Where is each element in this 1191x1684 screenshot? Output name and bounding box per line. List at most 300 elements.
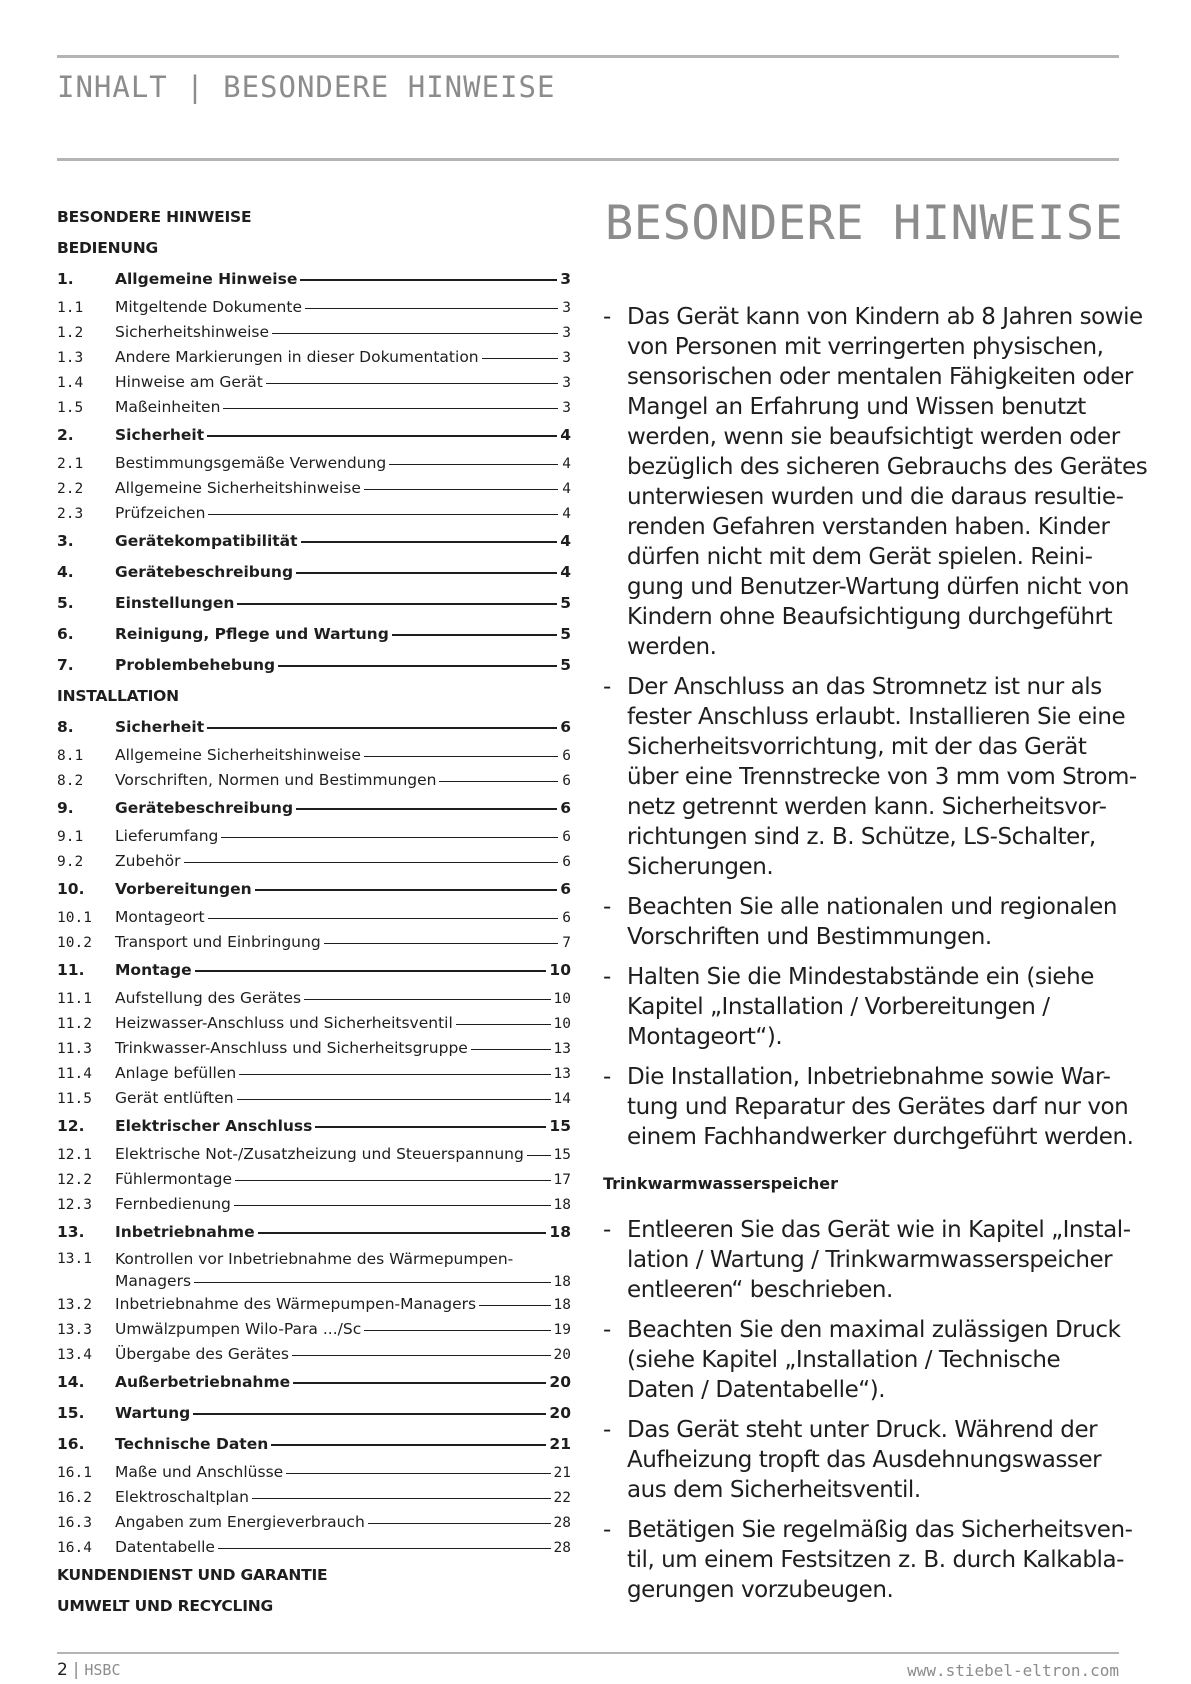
toc-entry-number: 9.	[57, 799, 74, 817]
toc-entry-number: 12.2	[57, 1172, 92, 1188]
bullet-item	[603, 962, 1123, 1052]
toc-entry-number: 1.4	[57, 375, 84, 391]
toc-entry-text	[115, 1061, 571, 1087]
bullet-line: aus dem Sicherheitsventil.	[627, 1477, 921, 1503]
toc-entry-number: 1.5	[57, 400, 84, 416]
toc-leader-line	[208, 918, 558, 919]
toc-entry-text	[115, 557, 571, 588]
toc-entry	[57, 526, 571, 557]
toc-leader-line	[296, 808, 557, 810]
toc-entry	[57, 420, 571, 451]
toc-leader-line	[207, 727, 557, 729]
toc-entry-title: Gerätekompatibilität	[115, 532, 298, 550]
toc-entry-page: 4	[562, 506, 571, 522]
toc-entry-title: Sicherheit	[115, 426, 205, 444]
toc-entry-title: Montage	[115, 961, 192, 979]
toc-entry-title: Datentabelle	[115, 1538, 215, 1556]
bullet-line: Sicherungen.	[627, 854, 774, 880]
toc-entry	[57, 1367, 571, 1398]
toc-leader-line	[252, 1498, 551, 1499]
bullet-dash: -	[603, 304, 611, 330]
toc-entry-number: 1.1	[57, 300, 84, 316]
toc-entry-text	[115, 1086, 571, 1112]
bullet-item	[603, 1415, 1123, 1505]
bullet-dash: -	[603, 894, 611, 920]
toc-entry-title: Elektrischer Anschluss	[115, 1117, 313, 1135]
bullet-line: werden, wenn sie beaufsichtigt werden oder	[627, 424, 1120, 450]
table-of-contents	[57, 202, 571, 1622]
toc-entry-text	[115, 1398, 571, 1429]
toc-entry-page: 3	[562, 350, 571, 366]
toc-entry-title: Reinigung, Pflege und Wartung	[115, 625, 389, 643]
toc-entry-title: Heizwasser-Anschluss und Sicherheitsventil	[115, 1014, 453, 1032]
bullet-line: sensorischen oder mentalen Fähigkeiten oder	[627, 364, 1133, 390]
toc-entry	[57, 743, 571, 768]
toc-entry-number: 12.3	[57, 1197, 92, 1213]
toc-leader-line	[208, 514, 558, 515]
toc-entry	[57, 1429, 571, 1460]
toc-entry	[57, 1192, 571, 1217]
toc-entry-page: 19	[553, 1322, 571, 1338]
toc-entry-page: 5	[560, 656, 571, 674]
toc-entry-page: 10	[553, 991, 571, 1007]
bullet-line: Vorschriften und Bestimmungen.	[627, 924, 992, 950]
toc-entry	[57, 955, 571, 986]
toc-entry-text	[115, 370, 571, 396]
toc-entry-page: 18	[553, 1297, 571, 1313]
toc-entry-text	[115, 1248, 571, 1293]
toc-entry-text	[115, 420, 571, 451]
toc-entry-title: Allgemeine Hinweise	[115, 270, 298, 288]
toc-entry	[57, 345, 571, 370]
toc-leader-line	[239, 1074, 550, 1075]
toc-entry-number: 8.2	[57, 773, 84, 789]
toc-entry-page: 6	[562, 910, 571, 926]
toc-entry	[57, 588, 571, 619]
page-header-title: INHALT | BESONDERE HINWEISE	[57, 70, 556, 104]
toc-leader-line	[364, 756, 558, 757]
bullet-dash: -	[603, 1317, 611, 1343]
bullet-line: Beachten Sie den maximal zulässigen Druck	[627, 1317, 1121, 1343]
bullet-line: werden.	[627, 634, 717, 660]
bullet-line: Entleeren Sie das Gerät wie in Kapitel „Instal-	[627, 1217, 1131, 1243]
toc-entry-number: 8.	[57, 718, 74, 736]
toc-entry-title: Prüfzeichen	[115, 504, 206, 522]
toc-entry	[57, 395, 571, 420]
toc-entry-text	[115, 874, 571, 905]
toc-entry-number: 16.1	[57, 1465, 92, 1481]
toc-leader-line	[439, 781, 558, 782]
toc-entry-number: 15.	[57, 1404, 85, 1422]
toc-entry-title: Zubehör	[115, 852, 181, 870]
toc-section-heading: INSTALLATION	[57, 687, 179, 705]
page-number: 2	[57, 1660, 68, 1680]
bullet-line: unterwiesen wurden und die daraus resultie-	[627, 484, 1124, 510]
toc-entry-title: Montageort	[115, 908, 205, 926]
bullet-item	[603, 892, 1123, 952]
toc-entry-number: 9.2	[57, 854, 84, 870]
toc-entry-text	[115, 1217, 571, 1248]
toc-entry-number: 11.4	[57, 1066, 92, 1082]
toc-leader-line	[235, 1180, 551, 1181]
toc-entry-text	[115, 1011, 571, 1037]
toc-entry	[57, 1485, 571, 1510]
bullet-line: entleeren“ beschrieben.	[627, 1277, 893, 1303]
toc-entry-text	[115, 986, 571, 1012]
model-name: HSBC	[84, 1661, 121, 1679]
toc-entry-title: Inbetriebnahme	[115, 1223, 255, 1241]
toc-entry-text	[115, 1460, 571, 1486]
toc-entry-text	[115, 650, 571, 681]
toc-section-heading: UMWELT UND RECYCLING	[57, 1597, 274, 1615]
toc-entry-page: 22	[553, 1490, 571, 1506]
toc-entry-page: 15	[549, 1117, 571, 1135]
toc-entry-title: Elektroschaltplan	[115, 1488, 249, 1506]
toc-entry-page: 28	[553, 1515, 571, 1531]
header-rule-top	[57, 55, 1119, 58]
toc-entry-text	[115, 619, 571, 650]
toc-leader-line	[272, 333, 558, 334]
toc-leader-line	[193, 1413, 546, 1415]
toc-entry-number: 13.	[57, 1223, 85, 1241]
toc-entry-text	[115, 1142, 571, 1168]
toc-entry	[57, 930, 571, 955]
toc-entry-number: 12.	[57, 1117, 85, 1135]
toc-entry-number: 9.1	[57, 829, 84, 845]
toc-section-heading: BESONDERE HINWEISE	[57, 208, 252, 226]
toc-leader-line	[255, 889, 558, 891]
toc-entry-text	[115, 1485, 571, 1511]
toc-leader-line	[271, 1444, 546, 1446]
toc-entry-page: 3	[562, 325, 571, 341]
toc-entry	[57, 1217, 571, 1248]
toc-entry-number: 10.2	[57, 935, 92, 951]
bullet-line: til, um einem Festsitzen z. B. durch Kalkabla-	[627, 1547, 1124, 1573]
toc-entry-number: 16.	[57, 1435, 85, 1453]
toc-entry	[57, 905, 571, 930]
toc-entry-text	[115, 451, 571, 477]
toc-entry-title: Vorschriften, Normen und Bestimmungen	[115, 771, 437, 789]
toc-entry	[57, 295, 571, 320]
toc-entry-title: Kontrollen vor Inbetriebnahme des Wärmepumpen-	[115, 1250, 514, 1268]
toc-entry-text	[115, 955, 571, 986]
toc-entry-number: 11.5	[57, 1091, 92, 1107]
toc-entry	[57, 1036, 571, 1061]
toc-entry-title-cont: Managers	[115, 1272, 192, 1290]
bullet-dash: -	[603, 1217, 611, 1243]
toc-leader-line	[364, 489, 558, 490]
toc-entry-number: 13.4	[57, 1347, 92, 1363]
toc-entry-text	[115, 768, 571, 794]
bullet-line: von Personen mit verringerten physischen,	[627, 334, 1104, 360]
toc-leader-line	[315, 1126, 546, 1128]
toc-leader-line	[305, 308, 558, 309]
toc-leader-line	[300, 279, 557, 281]
toc-entry	[57, 451, 571, 476]
toc-entry-page: 10	[553, 1016, 571, 1032]
toc-entry	[57, 320, 571, 345]
footer-separator: |	[73, 1660, 79, 1680]
header-rule-bottom	[57, 158, 1119, 161]
toc-entry-title: Gerätebeschreibung	[115, 799, 294, 817]
bullet-line: bezüglich des sicheren Gebrauchs des Gerätes	[627, 454, 1148, 480]
toc-entry-page: 13	[553, 1041, 571, 1057]
toc-entry-text	[115, 526, 571, 557]
toc-entry-text	[115, 295, 571, 321]
bullet-dash: -	[603, 1517, 611, 1543]
toc-leader-line	[266, 383, 558, 384]
toc-entry-text	[115, 1292, 571, 1318]
toc-entry-text	[115, 1036, 571, 1062]
bullet-item	[603, 1215, 1131, 1305]
toc-leader-line	[234, 1205, 551, 1206]
toc-entry-number: 6.	[57, 625, 74, 643]
toc-entry	[57, 1142, 571, 1167]
toc-leader-line	[368, 1523, 551, 1524]
toc-entry-number: 16.3	[57, 1515, 92, 1531]
toc-leader-line	[223, 408, 558, 409]
toc-entry-page: 6	[560, 880, 571, 898]
bullet-line: Sicherheitsvorrichtung, mit der das Gerät	[627, 734, 1087, 760]
toc-leader-line	[301, 541, 558, 543]
toc-leader-line	[527, 1155, 551, 1156]
toc-entry-page: 20	[549, 1373, 571, 1391]
toc-entry-page: 6	[560, 799, 571, 817]
toc-entry-page: 4	[560, 563, 571, 581]
toc-leader-line	[221, 837, 558, 838]
toc-entry-title: Maßeinheiten	[115, 398, 221, 416]
bullet-line: Aufheizung tropft das Ausdehnungswasser	[627, 1447, 1102, 1473]
toc-entry-title: Bestimmungsgemäße Verwendung	[115, 454, 387, 472]
toc-leader-line	[456, 1024, 551, 1025]
toc-leader-line	[392, 634, 557, 636]
toc-entry-number: 3.	[57, 532, 74, 550]
bullet-item	[603, 302, 1148, 662]
toc-entry-page: 4	[562, 481, 571, 497]
toc-entry-title: Andere Markierungen in dieser Dokumentation	[115, 348, 479, 366]
toc-entry-number: 11.	[57, 961, 85, 979]
toc-entry-title: Gerätebeschreibung	[115, 563, 294, 581]
toc-entry-number: 2.2	[57, 481, 84, 497]
bullet-list-water-tank	[603, 1215, 1133, 1605]
toc-entry	[57, 768, 571, 793]
toc-entry-title: Vorbereitungen	[115, 880, 252, 898]
bullet-dash: -	[603, 674, 611, 700]
toc-entry-number: 7.	[57, 656, 74, 674]
toc-leader-line	[293, 1382, 546, 1384]
toc-entry-title: Inbetriebnahme des Wärmepumpen-Managers	[115, 1295, 477, 1313]
bullet-line: Der Anschluss an das Stromnetz ist nur als	[627, 674, 1102, 700]
bullet-line: renden Gefahren verstanden haben. Kinder	[627, 514, 1110, 540]
bullet-line: Das Gerät kann von Kindern ab 8 Jahren sowie	[627, 304, 1143, 330]
toc-entry-number: 13.2	[57, 1297, 92, 1313]
toc-entry-text	[115, 743, 571, 769]
bullet-line: netz getrennt werden kann. Sicherheitsvor-	[627, 794, 1107, 820]
toc-leader-line	[364, 1330, 550, 1331]
toc-leader-line	[218, 1548, 551, 1549]
toc-entry-number: 11.1	[57, 991, 92, 1007]
toc-entry-page: 21	[553, 1465, 571, 1481]
toc-entry	[57, 501, 571, 526]
toc-entry	[57, 1061, 571, 1086]
toc-entry	[57, 370, 571, 395]
toc-entry-title: Angaben zum Energieverbrauch	[115, 1513, 365, 1531]
bullet-line: Die Installation, Inbetriebnahme sowie War-	[627, 1064, 1111, 1090]
toc-entry	[57, 1086, 571, 1111]
toc-entry	[57, 1011, 571, 1036]
toc-entry-line2	[115, 1270, 571, 1293]
bullet-line: Daten / Datentabelle“).	[627, 1377, 886, 1403]
toc-entry-text	[115, 345, 571, 371]
toc-entry-page: 6	[562, 854, 571, 870]
toc-entry	[57, 824, 571, 849]
toc-entry-text	[115, 1367, 571, 1398]
toc-entry	[57, 1510, 571, 1535]
toc-leader-line	[237, 603, 557, 605]
toc-entry-page: 5	[560, 625, 571, 643]
toc-leader-line	[195, 970, 547, 972]
bullet-line: Kindern ohne Beaufsichtigung durchgeführt	[627, 604, 1113, 630]
toc-entry-text	[115, 1167, 571, 1193]
toc-entry-text	[115, 824, 571, 850]
toc-entry-text	[115, 395, 571, 421]
toc-entry-title: Wartung	[115, 1404, 191, 1422]
toc-entry-title: Mitgeltende Dokumente	[115, 298, 302, 316]
toc-entry-page: 6	[562, 829, 571, 845]
bullet-dash: -	[603, 1064, 611, 1090]
toc-entry-number: 2.1	[57, 456, 84, 472]
toc-entry-title: Gerät entlüften	[115, 1089, 234, 1107]
toc-entry-text	[115, 588, 571, 619]
bullet-list-general	[603, 302, 1148, 1152]
toc-entry	[57, 1398, 571, 1429]
toc-entry-page: 20	[549, 1404, 571, 1422]
toc-leader-line	[304, 999, 550, 1000]
bullet-line: Das Gerät steht unter Druck. Während der	[627, 1417, 1098, 1443]
bullet-line: richtungen sind z. B. Schütze, LS-Schalter,	[627, 824, 1096, 850]
toc-entry-page: 6	[562, 748, 571, 764]
bullet-line: tung und Reparatur des Gerätes darf nur von	[627, 1094, 1129, 1120]
toc-section-heading: KUNDENDIENST UND GARANTIE	[57, 1566, 328, 1584]
bullet-line: Betätigen Sie regelmäßig das Sicherheitsven-	[627, 1517, 1133, 1543]
toc-entry-title: Hinweise am Gerät	[115, 373, 263, 391]
toc-entry-page: 13	[553, 1066, 571, 1082]
bullet-item	[603, 672, 1137, 882]
toc-entry-page: 21	[549, 1435, 571, 1453]
toc-entry-page: 3	[562, 375, 571, 391]
toc-entry	[57, 264, 571, 295]
bullet-line: Montageort“).	[627, 1024, 783, 1050]
toc-entry-number: 16.2	[57, 1490, 92, 1506]
toc-entry-page: 4	[560, 426, 571, 444]
toc-entry-text	[115, 501, 571, 527]
toc-entry-text	[115, 264, 571, 295]
toc-entry	[57, 476, 571, 501]
toc-leader-line	[194, 1282, 551, 1283]
toc-entry-title: Übergabe des Gerätes	[115, 1345, 289, 1363]
toc-entry-number: 10.1	[57, 910, 92, 926]
toc-entry-title: Aufstellung des Gerätes	[115, 989, 302, 1007]
toc-entry-number: 16.4	[57, 1540, 92, 1556]
toc-entry	[57, 793, 571, 824]
bullet-line: (siehe Kapitel „Installation / Technische	[627, 1347, 1061, 1373]
toc-entry-title: Fühlermontage	[115, 1170, 233, 1188]
toc-entry-page: 17	[553, 1172, 571, 1188]
bullet-dash: -	[603, 964, 611, 990]
toc-entry-page: 6	[562, 773, 571, 789]
toc-entry-page: 3	[562, 400, 571, 416]
toc-entry-text	[115, 1342, 571, 1368]
toc-entry-title: Sicherheitshinweise	[115, 323, 270, 341]
bullet-line: gung und Benutzer-Wartung dürfen nicht von	[627, 574, 1129, 600]
toc-entry-number: 1.3	[57, 350, 84, 366]
toc-entry-page: 6	[560, 718, 571, 736]
toc-leader-line	[482, 358, 558, 359]
toc-entry-number: 12.1	[57, 1147, 92, 1163]
toc-entry-text	[115, 849, 571, 875]
toc-entry-title: Transport und Einbringung	[115, 933, 321, 951]
toc-entry-page: 18	[549, 1223, 571, 1241]
toc-leader-line	[471, 1049, 551, 1050]
toc-entry-title: Sicherheit	[115, 718, 205, 736]
toc-entry-text	[115, 905, 571, 931]
bullet-line: Mangel an Erfahrung und Wissen benutzt	[627, 394, 1086, 420]
toc-entry-text	[115, 1510, 571, 1536]
toc-entry	[57, 712, 571, 743]
toc-entry-title: Trinkwasser-Anschluss und Sicherheitsgruppe	[115, 1039, 468, 1057]
toc-leader-line	[184, 862, 559, 863]
toc-entry-text	[115, 1111, 571, 1142]
toc-leader-line	[278, 665, 557, 667]
toc-leader-line	[296, 572, 557, 574]
toc-entry-text	[115, 930, 571, 956]
toc-entry-text	[115, 1535, 571, 1561]
toc-entry-text	[115, 1192, 571, 1218]
toc-entry-page: 15	[553, 1147, 571, 1163]
toc-entry-title: Problembehebung	[115, 656, 276, 674]
toc-entry	[57, 557, 571, 588]
toc-entry-page: 14	[553, 1091, 571, 1107]
toc-entry-number: 5.	[57, 594, 74, 612]
toc-entry	[57, 1248, 571, 1292]
toc-entry-title: Einstellungen	[115, 594, 235, 612]
toc-entry-page: 10	[549, 961, 571, 979]
toc-entry	[57, 1167, 571, 1192]
toc-leader-line	[286, 1473, 550, 1474]
toc-entry-text	[115, 712, 571, 743]
toc-entry	[57, 1342, 571, 1367]
toc-entry-number: 2.	[57, 426, 74, 444]
toc-entry	[57, 986, 571, 1011]
toc-entry-number: 11.2	[57, 1016, 92, 1032]
toc-entry-page: 7	[562, 935, 571, 951]
toc-entry	[57, 1317, 571, 1342]
toc-entry-title: Außerbetriebnahme	[115, 1373, 291, 1391]
bullet-line: lation / Wartung / Trinkwarmwasserspeicher	[627, 1247, 1113, 1273]
bullet-line: Beachten Sie alle nationalen und regionalen	[627, 894, 1118, 920]
toc-entry	[57, 874, 571, 905]
toc-entry-text	[115, 320, 571, 346]
bullet-line: einem Fachhandwerker durchgeführt werden.	[627, 1124, 1134, 1150]
bullet-line: Kapitel „Installation / Vorbereitungen /	[627, 994, 1050, 1020]
toc-entry-text	[115, 476, 571, 502]
toc-entry-title: Lieferumfang	[115, 827, 219, 845]
toc-entry-title: Technische Daten	[115, 1435, 269, 1453]
toc-entry-title: Allgemeine Sicherheitshinweise	[115, 746, 361, 764]
toc-leader-line	[479, 1305, 550, 1306]
toc-entry-page: 28	[553, 1540, 571, 1556]
toc-leader-line	[389, 464, 558, 465]
